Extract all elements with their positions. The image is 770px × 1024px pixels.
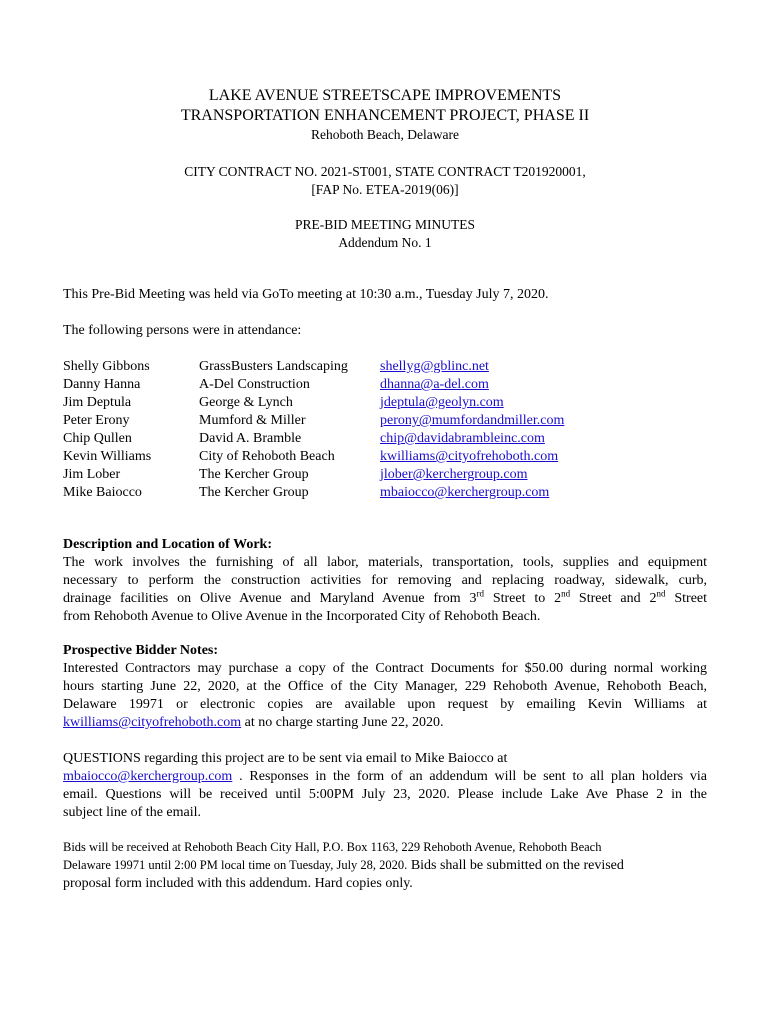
superscript: rd [476, 588, 484, 599]
text-line [63, 856, 707, 875]
attendee-email-link[interactable]: jdeptula@geolyn.com [380, 395, 504, 410]
kevin-williams-email-link[interactable]: kwilliams@cityofrehoboth.com [63, 715, 242, 730]
attendee-company: A-Del Construction [199, 377, 310, 392]
superscript: nd [561, 588, 571, 599]
project-title-line2: TRANSPORTATION ENHANCEMENT PROJECT, PHASE II [180, 107, 590, 124]
attendee-email-link[interactable]: chip@davidabrambleinc.com [380, 431, 545, 446]
contract-line1: CITY CONTRACT NO. 2021-ST001, STATE CONTRACT T201920001, [184, 164, 586, 179]
attendee-company: The Kercher Group [199, 467, 309, 482]
text-line: QUESTIONS regarding this project are to be sent via email to Mike Baiocco at [63, 751, 508, 766]
questions-paragraph [63, 750, 707, 822]
attendee-name: Jim Deptula [63, 395, 132, 410]
attendee-company: GrassBusters Landscaping [199, 359, 348, 374]
text-line: proposal form included with this addendum. Hard copies only. [63, 876, 413, 891]
text-line: Interested Contractors may purchase a copy of the Contract Documents for $50.00 during normal working [63, 661, 707, 676]
attendee-email-link[interactable]: jlober@kerchergroup.com [380, 467, 528, 482]
attendee-company: Mumford & Miller [199, 413, 306, 428]
attendee-company: George & Lynch [199, 395, 293, 410]
text-line: The work involves the furnishing of all labor, materials, transportation, tools, supplies and equipment [63, 555, 707, 570]
attendee-name: Danny Hanna [63, 377, 141, 392]
attendee-names [63, 358, 151, 502]
text-fragment: Street and 2 [570, 591, 657, 606]
bidder-notes-paragraph [63, 660, 707, 732]
contract-line2: [FAP No. ETEA-2019(06)] [311, 182, 459, 197]
attendee-name: Mike Baiocco [63, 485, 142, 500]
attendee-name: Chip Qullen [63, 431, 132, 446]
text-fragment: Street to 2 [483, 591, 562, 606]
bids-paragraph [63, 838, 707, 893]
text-line: subject line of the email. [63, 805, 202, 820]
text-fragment: at no charge starting June 22, 2020. [241, 715, 444, 730]
attendance-intro: The following persons were in attendance: [63, 323, 302, 338]
mike-baiocco-email-link[interactable]: mbaiocco@kerchergroup.com [63, 769, 233, 784]
attendee-companies [199, 358, 348, 502]
attendee-company: David A. Bramble [199, 431, 302, 446]
text-line: Delaware 19971 or electronic copies are available upon request by emailing Kevin Williams at [63, 697, 707, 712]
text-fragment: Street [665, 591, 708, 606]
text-line: hours starting June 22, 2020, at the Office of the City Manager, 229 Rehoboth Avenue, Rehoboth Beach, [63, 679, 707, 694]
meeting-held-text: This Pre-Bid Meeting was held via GoTo meeting at 10:30 a.m., Tuesday July 7, 2020. [63, 287, 549, 302]
attendee-company: City of Rehoboth Beach [199, 449, 335, 464]
attendee-email-link[interactable]: perony@mumfordandmiller.com [380, 413, 565, 428]
text-fragment: Delaware 19971 until 2:00 PM local time on Tuesday, July 28, 2020. [63, 858, 408, 872]
document-title: PRE-BID MEETING MINUTES [295, 217, 475, 232]
attendee-email-link[interactable]: shellyg@gblinc.net [380, 359, 489, 374]
attendee-name: Kevin Williams [63, 449, 152, 464]
text-line: Bids will be received at Rehoboth Beach City Hall, P.O. Box 1163, 229 Rehoboth Avenue, Rehoboth Beach [63, 840, 602, 854]
attendee-name: Jim Lober [63, 467, 121, 482]
description-heading: Description and Location of Work: [63, 537, 272, 552]
project-title-line1: LAKE AVENUE STREETSCAPE IMPROVEMENTS [208, 87, 562, 104]
bidder-notes-heading: Prospective Bidder Notes: [63, 643, 219, 658]
superscript: nd [656, 588, 666, 599]
text-line: from Rehoboth Avenue to Olive Avenue in the Incorporated City of Rehoboth Beach. [63, 609, 541, 624]
attendee-company: The Kercher Group [199, 485, 309, 500]
text-line: necessary to perform the construction activities for removing and replacing roadway, sidewalk, curb, [63, 573, 707, 588]
attendee-email-link[interactable]: dhanna@a-del.com [380, 377, 489, 392]
project-location: Rehoboth Beach, Delaware [310, 127, 460, 142]
attendee-name: Peter Erony [63, 413, 130, 428]
text-line [63, 590, 707, 608]
text-line: email. Questions will be received until 5:00PM July 23, 2020. Please include Lake Ave Phase 2 in the [63, 787, 707, 802]
attendee-emails [380, 358, 564, 502]
text-fragment: drainage facilities on Olive Avenue and Maryland Avenue from 3 [63, 591, 477, 606]
attendee-email-link[interactable]: mbaiocco@kerchergroup.com [380, 485, 550, 500]
addendum-number: Addendum No. 1 [338, 235, 432, 250]
text-line [63, 714, 707, 732]
attendee-name: Shelly Gibbons [63, 359, 150, 374]
description-paragraph [63, 554, 707, 626]
text-line [63, 768, 707, 786]
attendee-email-link[interactable]: kwilliams@cityofrehoboth.com [380, 449, 559, 464]
text-fragment: . Responses in the form of an addendum will be sent to all plan holders via [232, 769, 707, 784]
text-fragment: Bids shall be submitted on the revised [407, 858, 624, 873]
